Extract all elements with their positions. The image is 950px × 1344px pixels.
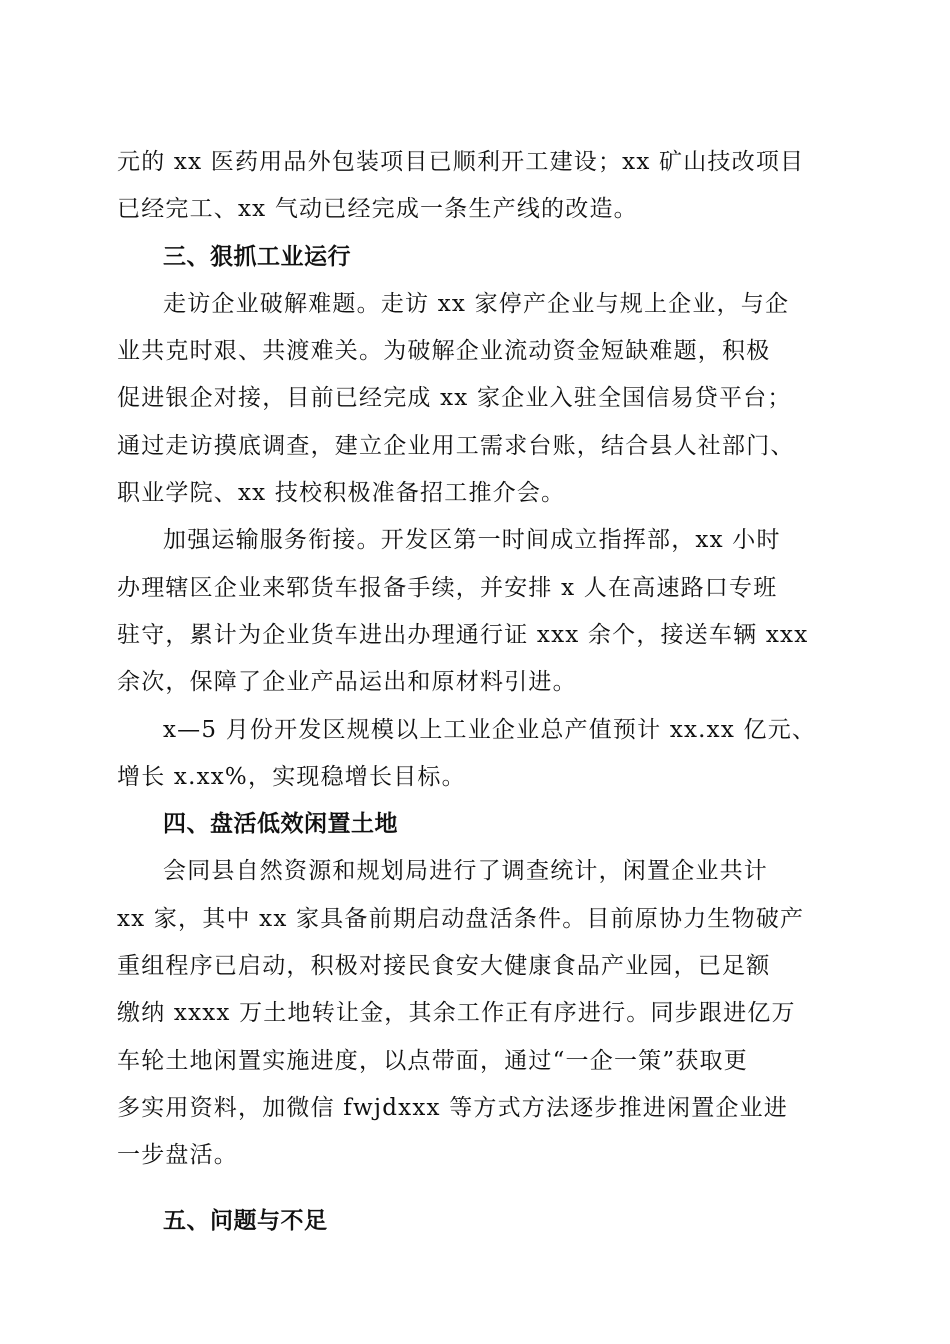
- section4-paragraph-1: [117, 848, 833, 1179]
- text-line: x—5 月份开发区规模以上工业企业总产值预计 xx.xx 亿元、: [163, 716, 817, 743]
- section3-paragraph-3: [117, 707, 833, 802]
- document-body: [117, 139, 833, 1245]
- text-line: 车轮土地闲置实施进度，以点带面，通过“一企一策”获取更: [117, 1047, 748, 1074]
- text-line: 驻守，累计为企业货车进出办理通行证 xxx 余个，接送车辆 xxx: [117, 621, 809, 648]
- text-line: 会同县自然资源和规划局进行了调查统计，闲置企业共计: [163, 858, 768, 885]
- text-line: 多实用资料，加微信 fwjdxxx 等方式方法逐步推进闲置企业进: [117, 1094, 788, 1121]
- text-line: xx 家，其中 xx 家具备前期启动盘活条件。目前原协力生物破产: [117, 905, 805, 932]
- text-line: 余次，保障了企业产品运出和原材料引进。: [117, 669, 577, 696]
- text-line: 缴纳 xxxx 万土地转让金，其余工作正有序进行。同步跟进亿万: [117, 1000, 796, 1027]
- text-line: 业共克时艰、共渡难关。为破解企业流动资金短缺难题，积极: [117, 338, 771, 365]
- text-line: 一步盘活。: [117, 1142, 238, 1169]
- section-heading-3: 三、狠抓工业运行: [163, 243, 351, 270]
- text-line: 增长 x.xx%，实现稳增长目标。: [117, 763, 466, 790]
- section-heading-4: 四、盘活低效闲置土地: [163, 811, 398, 838]
- text-line: 元的 xx 医药用品外包装项目已顺利开工建设；xx 矿山技改项目: [117, 149, 805, 175]
- text-line: 走访企业破解难题。走访 xx 家停产企业与规上企业，与企: [163, 290, 790, 317]
- section3-paragraph-2: [117, 517, 833, 706]
- spacer: [117, 1180, 833, 1198]
- text-line: 促进银企对接，目前已经完成 xx 家企业入驻全国信易贷平台；: [117, 385, 792, 412]
- section3-paragraph-1: [117, 281, 833, 517]
- text-line: 加强运输服务衔接。开发区第一时间成立指挥部，xx 小时: [163, 527, 781, 554]
- text-line: 重组程序已启动，积极对接民食安大健康食品产业园，已足额: [117, 953, 771, 980]
- text-line: 职业学院、xx 技校积极准备招工推介会。: [117, 480, 566, 507]
- text-line: 已经完工、xx 气动已经完成一条生产线的改造。: [117, 196, 638, 223]
- text-line: 办理辖区企业来郓货车报备手续，并安排 x 人在高速路口专班: [117, 574, 778, 601]
- section-heading-5: 五、问题与不足: [163, 1207, 328, 1234]
- intro-paragraph: [117, 139, 833, 234]
- text-line: 通过走访摸底调查，建立企业用工需求台账，结合县人社部门、: [117, 432, 795, 459]
